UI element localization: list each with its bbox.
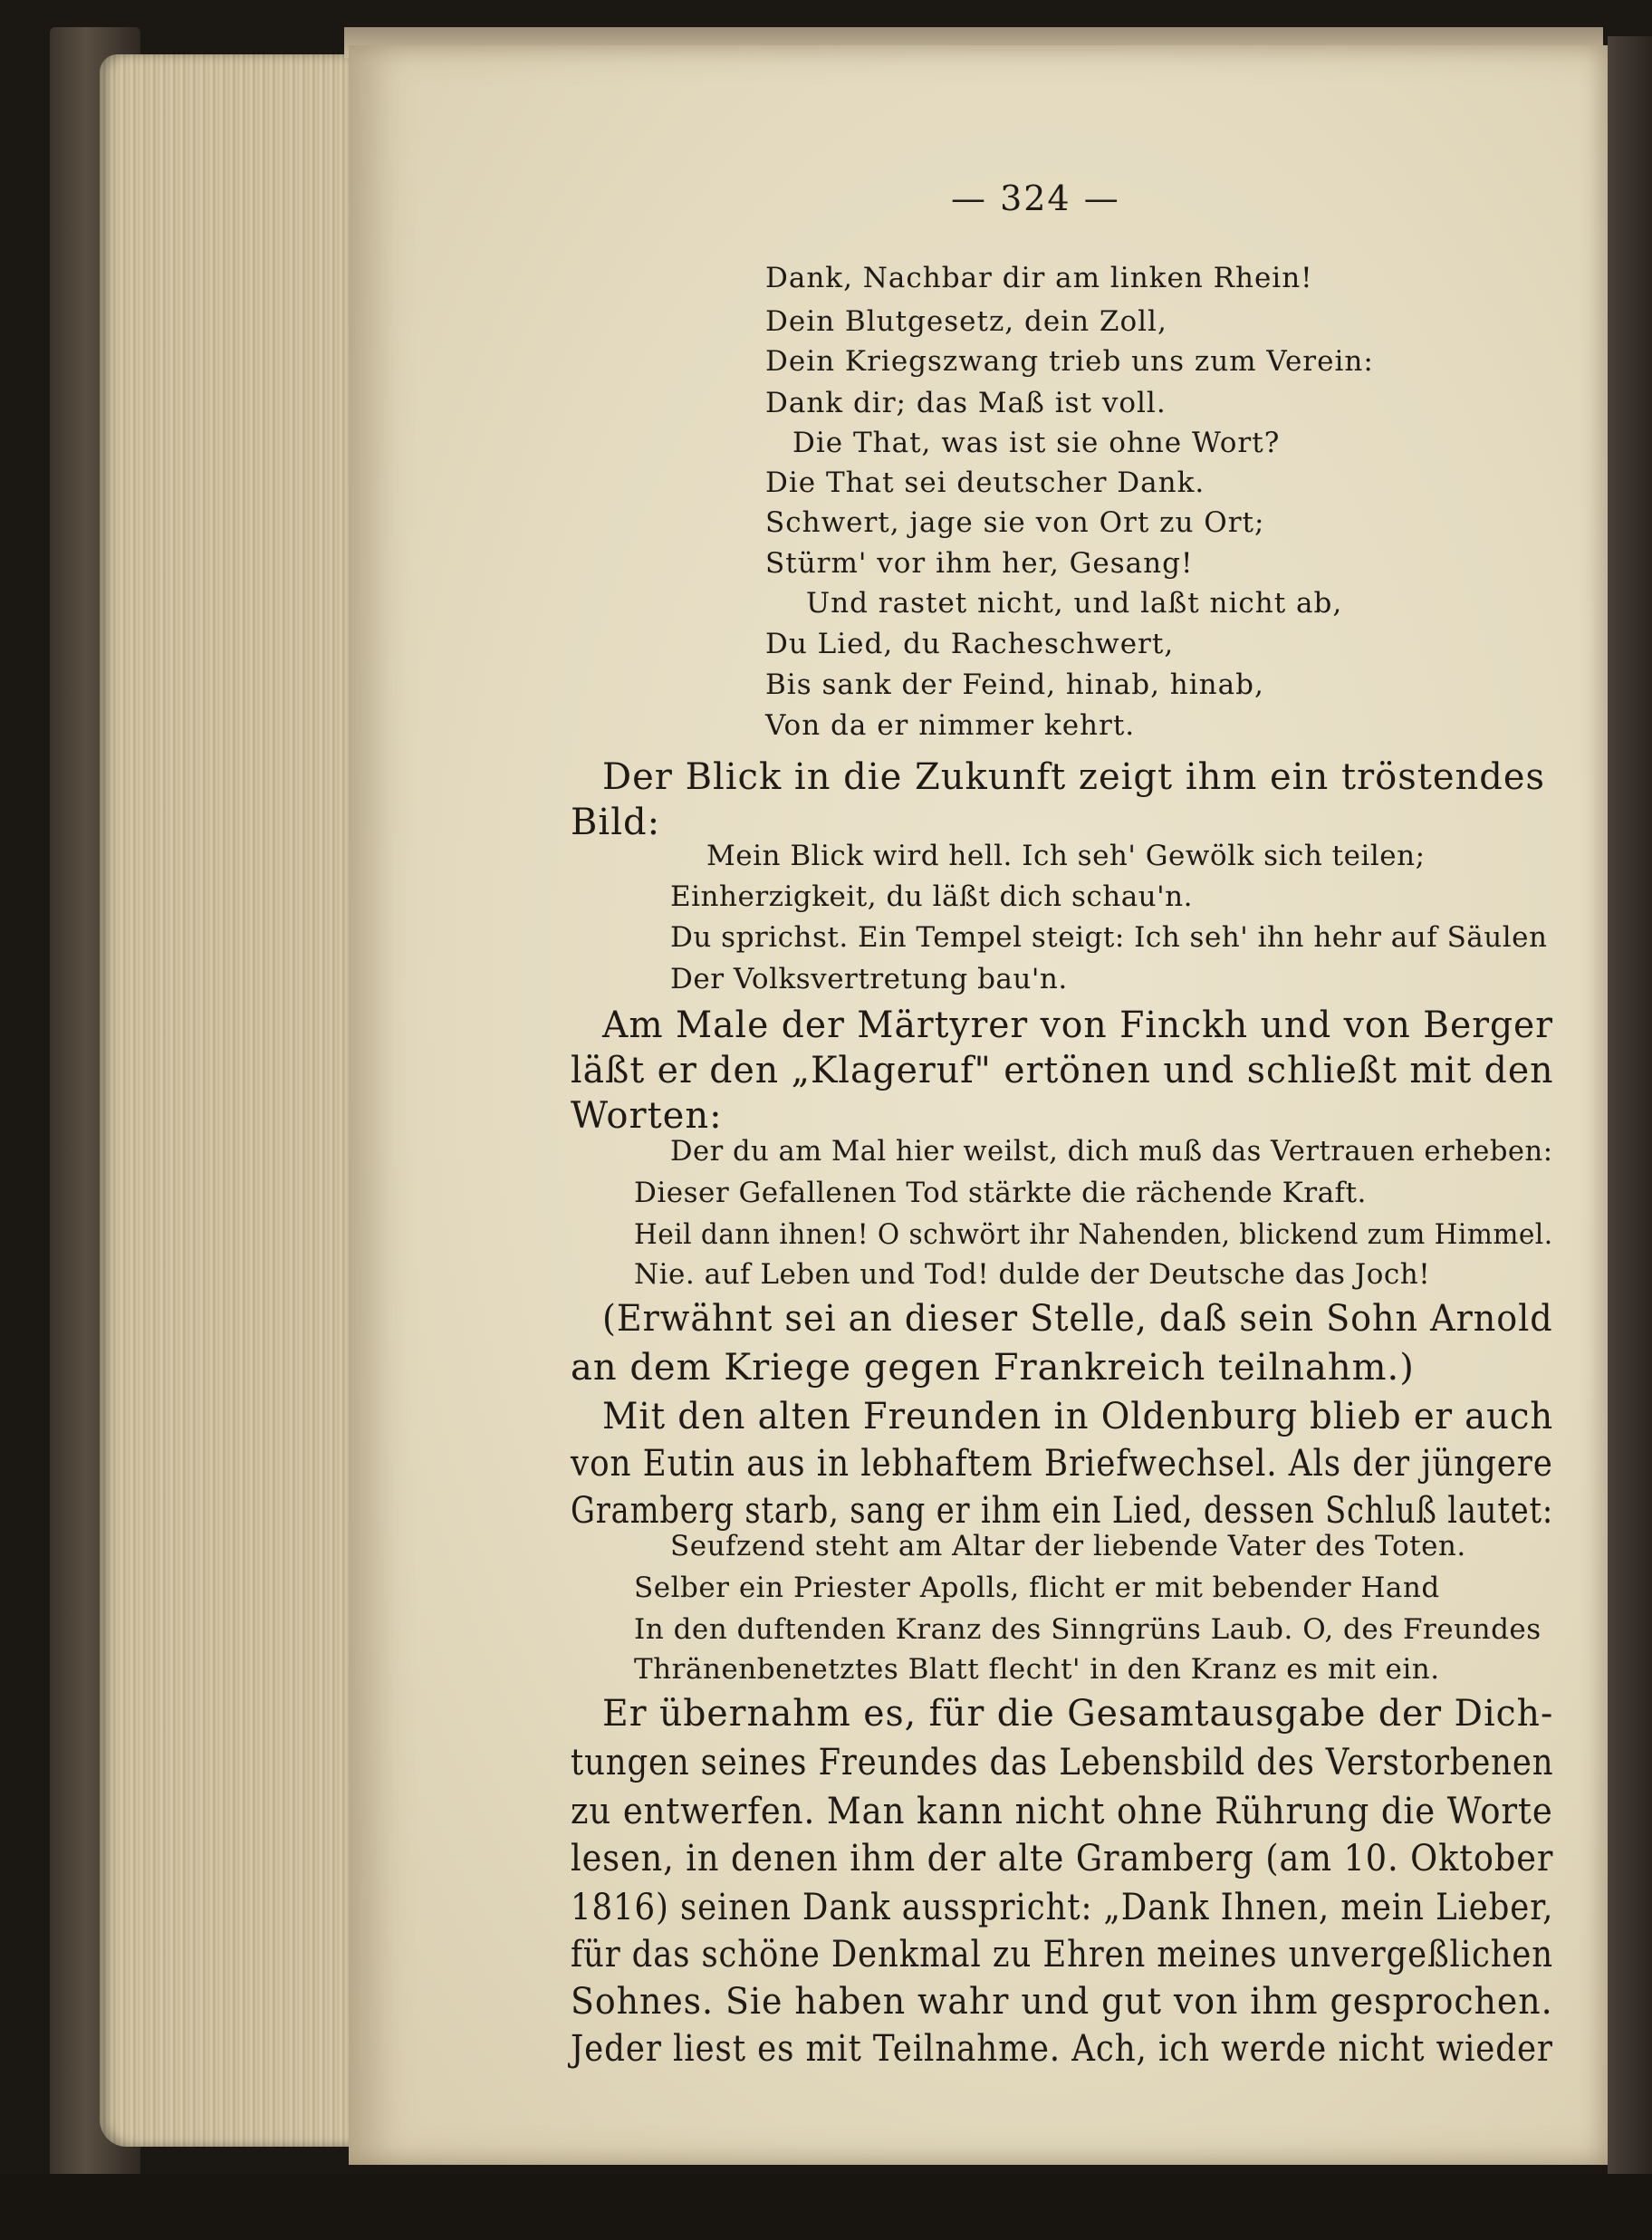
- poem-line: Von da er nimmer kehrt.: [765, 709, 1136, 742]
- page-number: — 324 —: [951, 178, 1120, 218]
- verse-line: Der Volksvertretung bau'n.: [670, 963, 1068, 995]
- prose-line: Sohnes. Sie haben wahr und gut von ihm gesprochen.: [571, 1981, 1553, 2023]
- prose-line: (Erwähnt sei an dieser Stelle, daß sein Sohn Arnold: [602, 1298, 1553, 1340]
- prose-line: Gramberg starb, sang er ihm ein Lied, dessen Schluß lautet:: [571, 1490, 1554, 1532]
- verse-line: Einherzigkeit, du läßt dich schau'n.: [670, 880, 1193, 913]
- prose-line: Der Blick in die Zukunft zeigt ihm ein tröstendes: [602, 756, 1546, 798]
- verse-line: Mein Blick wird hell. Ich seh' Gewölk sich teilen;: [706, 840, 1426, 872]
- poem-line: Du Lied, du Racheschwert,: [765, 628, 1175, 660]
- poem-line: Die That sei deutscher Dank.: [765, 466, 1205, 499]
- prose-line: 1816) seinen Dank ausspricht: „Dank Ihnen, mein Lieber,: [571, 1887, 1554, 1928]
- verse-line: Nie. auf Leben und Tod! dulde der Deutsche das Joch!: [634, 1258, 1431, 1291]
- prose-line: für das schöne Denkmal zu Ehren meines unvergeßlichen: [571, 1934, 1553, 1976]
- page-edges-stack: [100, 54, 371, 2147]
- verse-line: Dieser Gefallenen Tod stärkte die rächende Kraft.: [634, 1177, 1367, 1209]
- prose-line: läßt er den „Klageruf" ertönen und schließt mit den: [571, 1050, 1554, 1091]
- prose-line: von Eutin aus in lebhaftem Briefwechsel. Als der jüngere: [571, 1443, 1553, 1485]
- prose-line: Am Male der Märtyrer von Finckh und von Berger: [602, 1005, 1554, 1046]
- poem-line: Und rastet nicht, und laßt nicht ab,: [806, 587, 1343, 620]
- prose-line: Jeder liest es mit Teilnahme. Ach, ich werde nicht wieder: [571, 2028, 1553, 2070]
- verse-line: Seufzend steht am Altar der liebende Vater des Toten.: [670, 1530, 1466, 1562]
- poem-line: Die That, was ist sie ohne Wort?: [792, 427, 1281, 459]
- prose-line: lesen, in denen ihm der alte Gramberg (am 10. Oktober: [571, 1838, 1554, 1879]
- prose-line: Mit den alten Freunden in Oldenburg blieb er auch: [602, 1396, 1554, 1437]
- prose-line: tungen seines Freundes das Lebensbild des Verstorbenen: [571, 1742, 1554, 1783]
- prose-line: Worten:: [571, 1095, 723, 1137]
- bottom-background: [0, 2174, 1652, 2240]
- verse-line: Der du am Mal hier weilst, dich muß das Vertrauen erheben:: [670, 1135, 1553, 1168]
- poem-line: Stürm' vor ihm her, Gesang!: [765, 547, 1194, 580]
- poem-line: Dank, Nachbar dir am linken Rhein!: [765, 262, 1313, 294]
- verse-line: Selber ein Priester Apolls, flicht er mit bebender Hand: [634, 1572, 1440, 1604]
- poem-line: Dein Kriegszwang trieb uns zum Verein:: [765, 345, 1374, 378]
- verse-line: Heil dann ihnen! O schwört ihr Nahenden, blickend zum Himmel.: [634, 1218, 1553, 1251]
- poem-line: Dank dir; das Maß ist voll.: [765, 387, 1167, 419]
- verse-line: Thränenbenetztes Blatt flecht' in den Kranz es mit ein.: [634, 1653, 1440, 1686]
- prose-line: an dem Kriege gegen Frankreich teilnahm.): [571, 1347, 1415, 1389]
- right-binding-strip: [1608, 36, 1652, 2192]
- prose-line: Er übernahm es, für die Gesamtausgabe der Dich-: [602, 1693, 1554, 1735]
- poem-line: Dein Blutgesetz, dein Zoll,: [765, 305, 1167, 338]
- poem-line: Bis sank der Feind, hinab, hinab,: [765, 668, 1264, 701]
- verse-line: Du sprichst. Ein Tempel steigt: Ich seh' ihn hehr auf Säulen: [670, 921, 1548, 954]
- prose-line: zu entwerfen. Man kann nicht ohne Rührung die Worte: [571, 1791, 1553, 1832]
- poem-line: Schwert, jage sie von Ort zu Ort;: [765, 506, 1265, 539]
- prose-line: Bild:: [571, 802, 661, 843]
- verse-line: In den duftenden Kranz des Sinngrüns Laub. O, des Freundes: [634, 1613, 1542, 1646]
